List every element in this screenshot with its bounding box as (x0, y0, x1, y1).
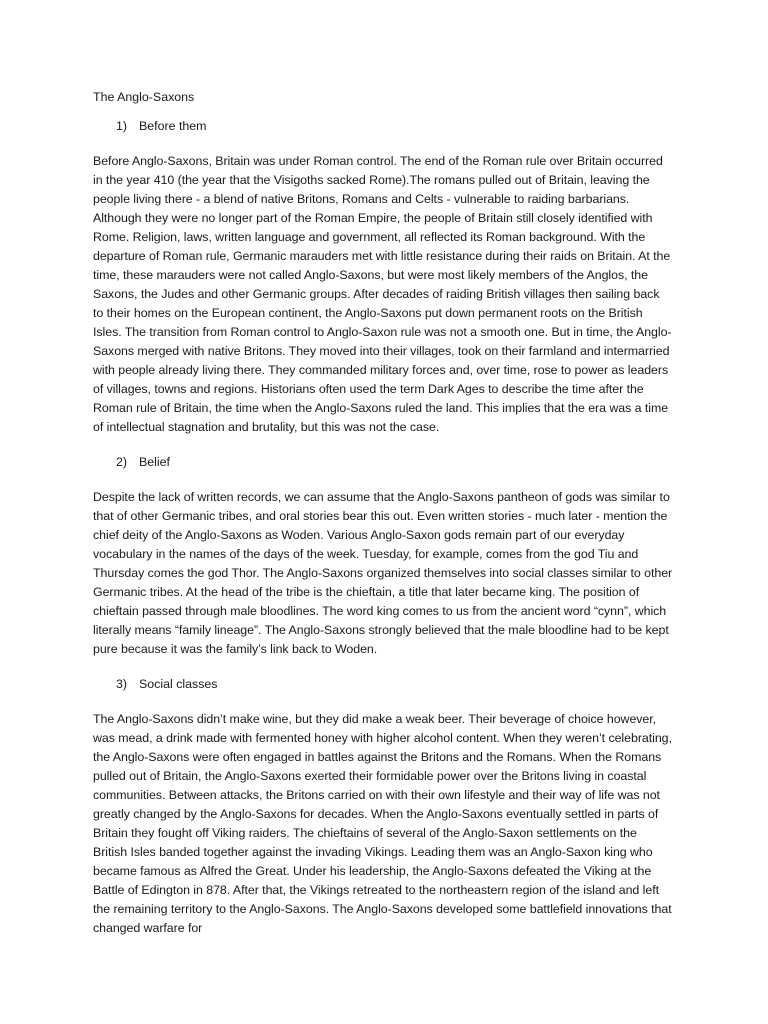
section-number: 1) (116, 119, 128, 133)
section-heading-text: Social classes (139, 677, 218, 691)
document-body (93, 88, 673, 954)
section-paragraph-social-classes: The Anglo-Saxons didn’t make wine, but they did make a weak beer. Their beverage of choice however, was mead, a drink made with fermented honey with higher alcohol content. When they weren’t celebrating, the Anglo-Saxons were often engaged in battles against the Britons and the Romans. When the Romans pulled out of Britain, the Anglo-Saxons exerted their formidable power over the Britons living in coastal communities. Between attacks, the Britons carried on with their own lifestyle and their way of life was not greatly changed by the Anglo-Saxons for decades. When the Anglo-Saxons eventually settled in parts of Britain they fought off Viking raiders. The chieftains of several of the Anglo-Saxon settlements on the British Isles banded together against the invading Vikings. Leading them was an Anglo-Saxon king who became famous as Alfred the Great. Under his leadership, the Anglo-Saxons defeated the Viking at the Battle of Edington in 878. After that, the Vikings retreated to the northeastern region of the island and left the remaining territory to the Anglo-Saxons. The Anglo-Saxons developed some battlefield innovations that changed warfare for (93, 712, 672, 935)
section-heading-text: Before them (139, 119, 207, 133)
section-heading-belief (93, 453, 673, 472)
section-heading-social-classes (93, 675, 673, 694)
section-number: 3) (116, 677, 128, 691)
section-paragraph-before-them: Before Anglo-Saxons, Britain was under Roman control. The end of the Roman rule over Britain occurred in the year 410 (the year that the Visigoths sacked Rome).The romans pulled out of Britain, leaving the people living there - a blend of native Britons, Romans and Celts - vulnerable to raiding barbarians. Although they were no longer part of the Roman Empire, the people of Britain still closely identified with Rome. Religion, laws, written language and government, all reflected its Roman background. With the departure of Roman rule, Germanic marauders met with little resistance during their raids on Britain. At the time, these marauders were not called Anglo-Saxons, but were most likely members of the Anglos, the Saxons, the Judes and other Germanic groups. After decades of raiding British villages then sailing back to their homes on the European continent, the Anglo-Saxons put down permanent roots on the British Isles. The transition from Roman control to Anglo-Saxon rule was not a smooth one. But in time, the Anglo-Saxons merged with native Britons. They moved into their villages, took on their farmland and intermarried with people already living there. They commanded military forces and, over time, rose to power as leaders of villages, towns and regions. Historians often used the term Dark Ages to describe the time after the Roman rule of Britain, the time when the Anglo-Saxons ruled the land. This implies that the era was a time of intellectual stagnation and brutality, but this was not the case. (93, 154, 672, 434)
section-heading-text: Belief (139, 455, 170, 469)
section-number: 2) (116, 455, 128, 469)
section-heading-before-them (93, 117, 673, 136)
document-title: The Anglo-Saxons (93, 90, 195, 104)
section-paragraph-belief: Despite the lack of written records, we can assume that the Anglo-Saxons pantheon of gods was similar to that of other Germanic tribes, and oral stories bear this out. Even written stories - much later - mention the chief deity of the Anglo-Saxons as Woden. Various Anglo-Saxon gods remain part of our everyday vocabulary in the names of the days of the week. Tuesday, for example, comes from the god Tiu and Thursday comes the god Thor. The Anglo-Saxons organized themselves into social classes similar to other Germanic tribes. At the head of the tribe is the chieftain, a title that later became king. The position of chieftain passed through male bloodlines. The word king comes to us from the ancient word “cynn”, which literally means “family lineage”. The Anglo-Saxons strongly believed that the male bloodline had to be kept pure because it was the family’s link back to Woden. (93, 490, 673, 656)
